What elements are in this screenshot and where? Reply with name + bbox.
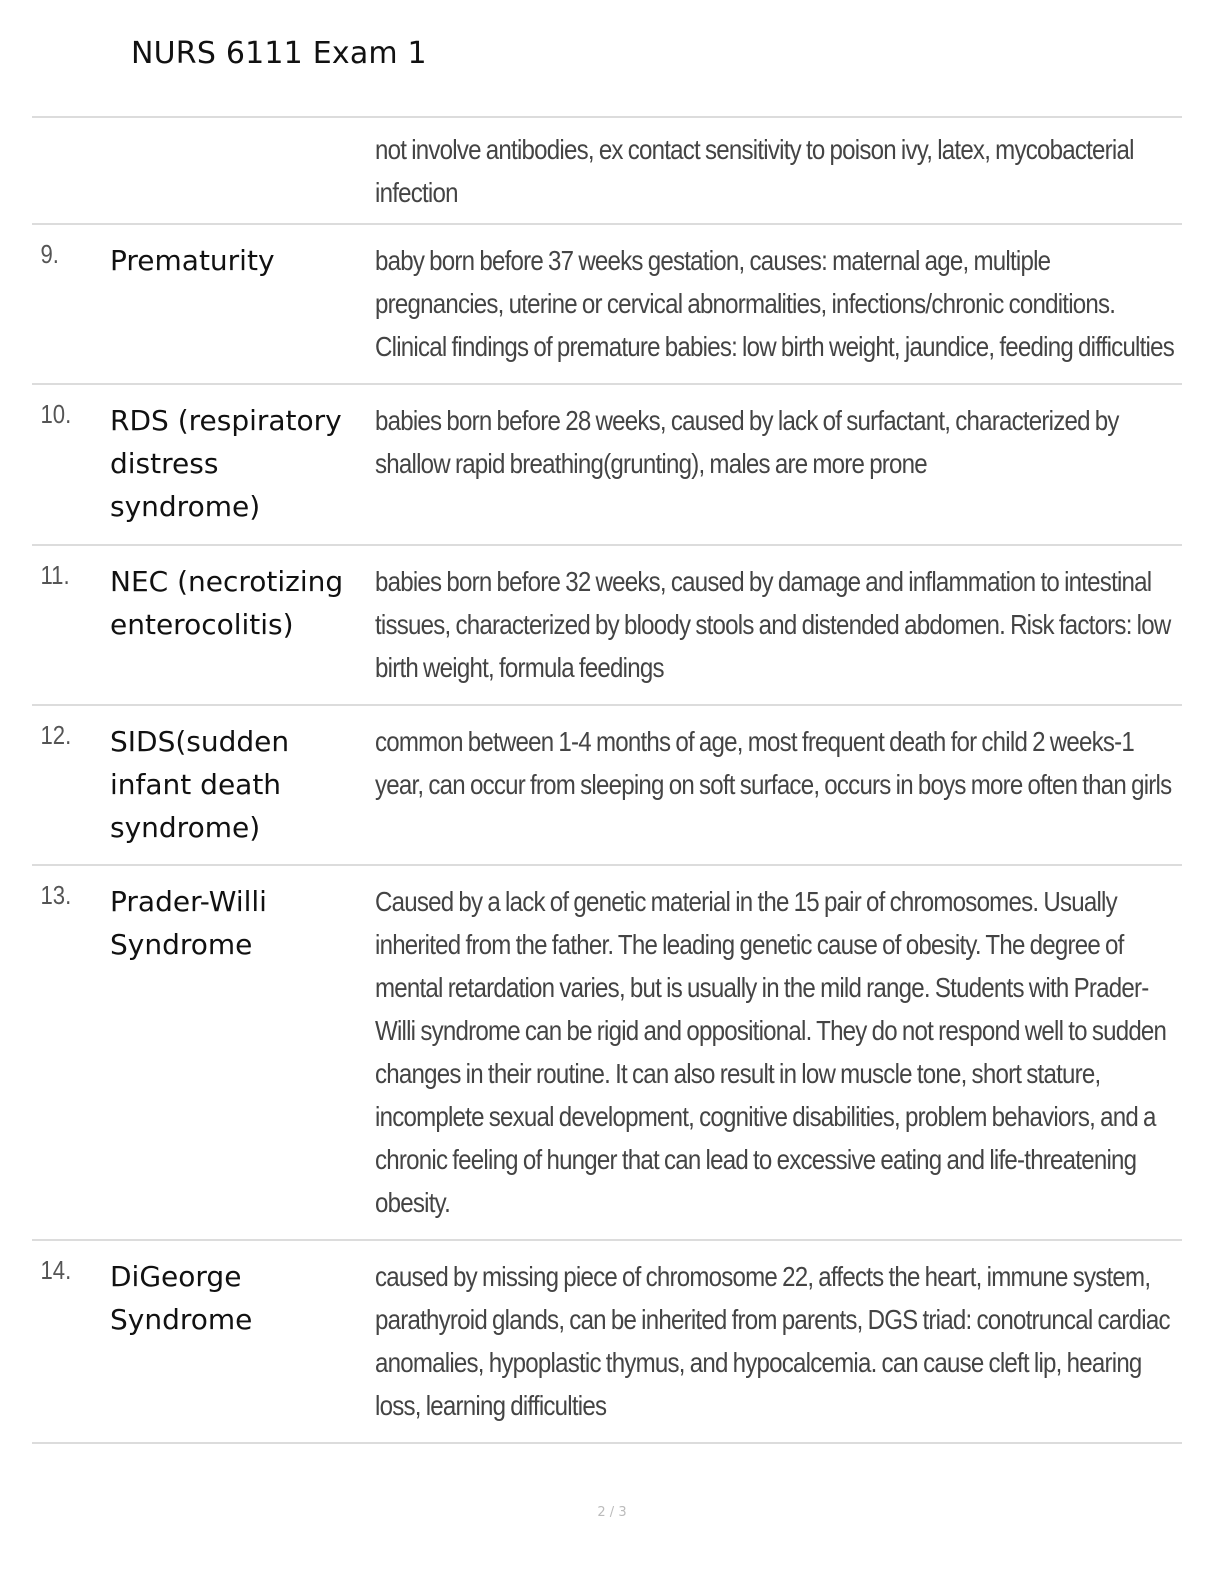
card-number: 13. bbox=[40, 880, 72, 910]
card-definition: Caused by a lack of genetic material in the 15 pair of chromosomes. Usually inherited from the father. The leading genetic cause of obesity. The degree of mental retardation varies, but is usually in the mild range. Students with Prader-Willi syndrome can be rigid and oppositional. They do not respond well to sudden changes in their routine. It can also result in low muscle tone, short stature, incomplete sexual development, cognitive disabilities, problem behaviors, and a chronic feeling of hunger that can lead to excessive eating and life-threatening obesity. bbox=[375, 886, 1167, 1218]
table-row bbox=[32, 546, 1182, 706]
card-definition: baby born before 37 weeks gestation, causes: maternal age, multiple pregnancies, uterine or cervical abnormalities, infections/chronic conditions. Clinical findings of premature babies: low birth weight, jaundice, feeding difficulties bbox=[375, 245, 1175, 362]
card-definition: caused by missing piece of chromosome 22, affects the heart, immune system, parathyroid glands, can be inherited from parents, DGS triad: conotruncal cardiac anomalies, hypoplastic thymus, and hypocalcemia. can cause cleft lip, hearing loss, learning difficulties bbox=[375, 1261, 1170, 1421]
table-row bbox=[32, 225, 1182, 385]
card-term: RDS (respiratory distress syndrome) bbox=[110, 404, 342, 523]
card-term: DiGeorge Syndrome bbox=[110, 1260, 253, 1336]
card-definition: babies born before 28 weeks, caused by lack of surfactant, characterized by shallow rapid breathing(grunting), males are more prone bbox=[375, 405, 1119, 479]
card-number: 9. bbox=[40, 239, 59, 269]
table-row bbox=[32, 706, 1182, 866]
table-row bbox=[32, 866, 1182, 1241]
card-term bbox=[110, 128, 375, 223]
card-term: Prader-Willi Syndrome bbox=[110, 885, 267, 961]
table-row bbox=[32, 1241, 1182, 1444]
card-term: NEC (necrotizing enterocolitis) bbox=[110, 565, 344, 641]
card-definition: not involve antibodies, ex contact sensitivity to poison ivy, latex, mycobacterial infection bbox=[375, 134, 1134, 208]
card-definition: common between 1-4 months of age, most frequent death for child 2 weeks-1 year, can occur from sleeping on soft surface, occurs in boys more often than girls bbox=[375, 726, 1172, 800]
page-title: NURS 6111 Exam 1 bbox=[131, 36, 427, 71]
table-row bbox=[32, 118, 1182, 225]
page-number: 2 / 3 bbox=[597, 1505, 627, 1520]
card-definition: babies born before 32 weeks, caused by damage and inflammation to intestinal tissues, characterized by bloody stools and distended abdomen. Risk factors: low birth weight, formula feedings bbox=[375, 566, 1171, 683]
flashcard-table bbox=[32, 116, 1182, 1444]
card-number: 14. bbox=[40, 1255, 72, 1285]
card-term: Prematurity bbox=[110, 244, 275, 277]
card-number: 12. bbox=[40, 720, 72, 750]
card-term: SIDS(sudden infant death syndrome) bbox=[110, 725, 290, 844]
card-number: 10. bbox=[40, 399, 72, 429]
table-row bbox=[32, 385, 1182, 546]
card-number: 11. bbox=[40, 560, 70, 590]
